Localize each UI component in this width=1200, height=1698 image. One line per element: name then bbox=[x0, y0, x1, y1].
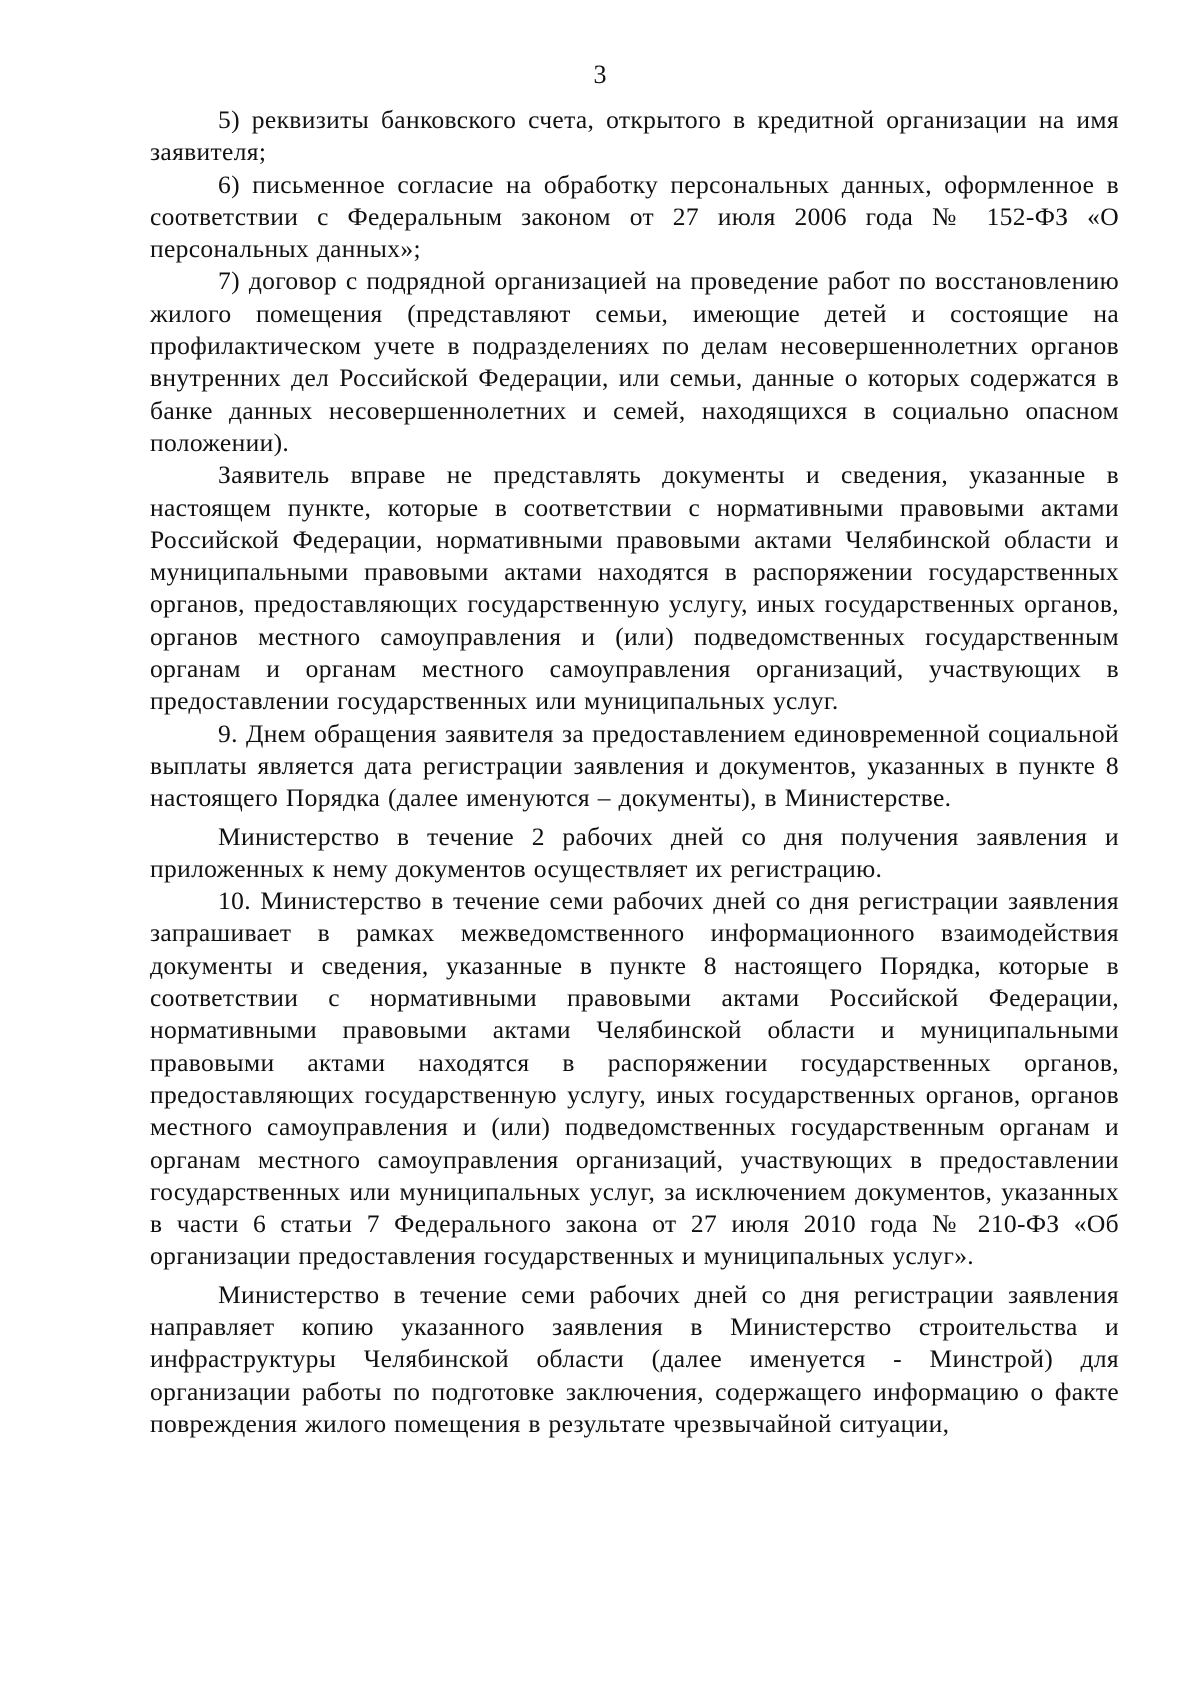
paragraph-item-6-personal-data-consent: 6) письменное согласие на обработку персональных данных, оформленное в соответствии с Федеральным законом от 27 июля 2006 года № 152-ФЗ «О персональных данных»; bbox=[150, 169, 1119, 264]
paragraph-clause-9: 9. Днем обращения заявителя за предоставлением единовременной социальной выплаты является дата регистрации заявления и документов, указанных в пункте 8 настоящего Порядка (далее именуются – документы), в Министерстве. bbox=[150, 718, 1119, 813]
paragraph-applicant-right: Заявитель вправе не представлять документы и сведения, указанные в настоящем пункте, которые в соответствии с нормативными правовыми актами Российской Федерации, нормативными правовыми актами Челябинской области и муниципальными правовыми актами находятся в распоряжении государственных органов, предоставляющих государственную услугу, иных государственных органов, органов местного самоуправления и (или) подведомственных государственным органам и органам местного самоуправления организаций, участвующих в предоставлении государственных или муниципальных услуг. bbox=[150, 460, 1119, 716]
page-number: 3 bbox=[593, 60, 607, 89]
paragraph-minstroy-copy: Министерство в течение семи рабочих дней со дня регистрации заявления направляет копию указанного заявления в Министерство строительства и инфраструктуры Челябинской области (далее именуется - Минстрой) для организации работы по подготовке заключения, содержащего информацию о факте повреждения жилого помещения в результате чрезвычайной ситуации, bbox=[150, 1279, 1119, 1438]
paragraph-item-7-contractor-agreement: 7) договор с подрядной организацией на проведение работ по восстановлению жилого помещения (представляют семьи, имеющие детей и состоящие на профилактическом учете в подразделениях по делам несовершеннолетних органов внутренних дел Российской Федерации, или семьи, данные о которых содержатся в банке данных несовершеннолетних и семей, находящихся в социально опасном положении). bbox=[150, 266, 1119, 457]
paragraph-clause-10: 10. Министерство в течение семи рабочих дней со дня регистрации заявления запрашивает в рамках межведомственного информационного взаимодействия документы и сведения, указанные в пункте 8 настоящего Порядка, которые в соответствии с нормативными правовыми актами Российской Федерации, нормативными правовыми актами Челябинской области и муниципальными правовыми актами находятся в распоряжении государственных органов, предоставляющих государственную услугу, иных государственных органов, органов местного самоуправления и (или) подведомственных государственным органам и органам местного самоуправления организаций, участвующих в предоставлении государственных или муниципальных услуг, за исключением документов, указанных в части 6 статьи 7 Федерального закона от 27 июля 2010 года № 210-ФЗ «Об организации предоставления государственных и муниципальных услуг». bbox=[150, 886, 1119, 1271]
paragraph-registration-term: Министерство в течение 2 рабочих дней со дня получения заявления и приложенных к нему документов осуществляет их регистрацию. bbox=[150, 821, 1119, 883]
paragraph-item-5-bank-details: 5) реквизиты банковского счета, открытого в кредитной организации на имя заявителя; bbox=[150, 105, 1119, 167]
document-body bbox=[150, 104, 1119, 1440]
